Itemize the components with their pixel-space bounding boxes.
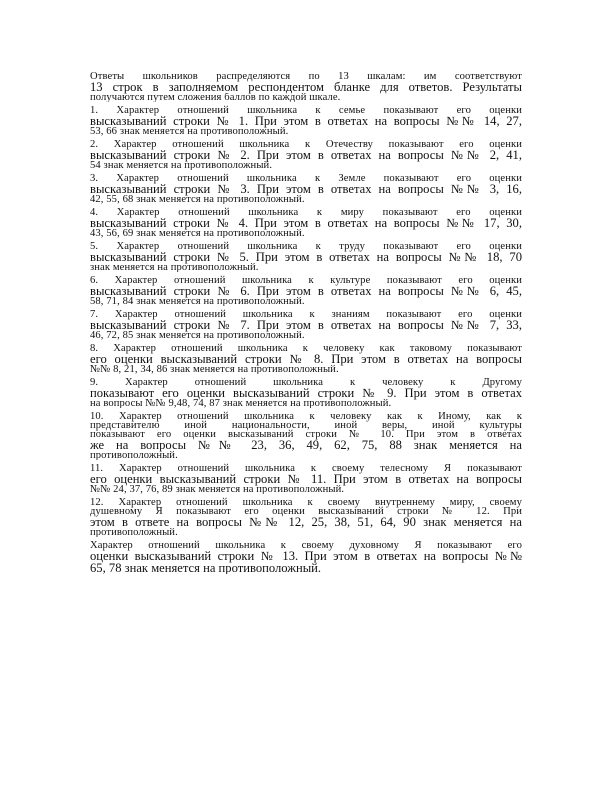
- text-line: 3. Характер отношений школьника к Земле показывают его оценки: [90, 173, 522, 184]
- text-line: показывают его оценки высказываний строки № 9. При этом в ответах: [90, 386, 522, 400]
- text-line: 5. Характер отношений школьника к труду показывают его оценки: [90, 241, 522, 252]
- paragraph-p4: [90, 208, 522, 238]
- text-line: 1. Характер отношений школьника к семье показывают его оценки: [90, 105, 522, 116]
- text-line: душевному Я показывают его оценки высказываний строки № 12. При: [90, 506, 522, 517]
- text-line: 11. Характер отношений школьника к своему телесному Я показывают: [90, 463, 522, 474]
- text-line: 8. Характер отношений школьника к человеку как таковому показывают: [90, 343, 522, 354]
- text-line: 46, 72, 85 знак меняется на противоположный.: [90, 331, 305, 340]
- paragraph-p3: [90, 174, 522, 204]
- text-line: 65, 78 знак меняется на противоположный.: [90, 562, 322, 574]
- text-line: высказываний строки № 5. При этом в ответах на вопросы №№ 18, 70: [90, 250, 522, 264]
- paragraph-p12: [90, 498, 522, 537]
- text-line: 6. Характер отношений школьника к культуре показывают его оценки: [90, 275, 522, 286]
- text-line: 13 строк в заполняемом респондентом бланке для ответов. Результаты: [90, 80, 522, 94]
- paragraph-p8: [90, 344, 522, 374]
- text-line: знак меняется на противоположный.: [90, 263, 259, 272]
- text-line: высказываний строки № 2. При этом в ответах на вопросы №№ 2, 41,: [90, 148, 522, 162]
- text-line: 2. Характер отношений школьника к Отечеству показывают его оценки: [90, 139, 522, 150]
- paragraph-p6: [90, 276, 522, 306]
- text-line: показывают его оценки высказываний строки № 10. При этом в ответах: [90, 429, 522, 440]
- paragraph-p11: [90, 464, 522, 494]
- paragraph-p1: [90, 106, 522, 136]
- text-line: высказываний строки № 1. При этом в ответах на вопросы №№ 14, 27,: [90, 114, 522, 128]
- text-line: 54 знак меняется на противоположный.: [90, 161, 273, 170]
- document-page: [90, 72, 522, 578]
- text-line: его оценки высказываний строки № 8. При этом в ответах на вопросы: [90, 352, 522, 366]
- text-line: 7. Характер отношений школьника к знаниям показывают его оценки: [90, 309, 522, 320]
- text-line: высказываний строки № 7. При этом в ответах на вопросы №№ 7, 33,: [90, 318, 522, 332]
- paragraph-p13: [90, 541, 522, 574]
- text-line: Ответы школьников распределяются по 13 шкалам: им соответствуют: [90, 71, 522, 82]
- text-line: Характер отношений школьника к своему духовному Я показывают его: [90, 540, 522, 551]
- text-line: же на вопросы №№ 23, 36, 49, 62, 75, 88 знак меняется на: [90, 438, 522, 452]
- paragraph-p9: [90, 378, 522, 408]
- text-line: высказываний строки № 6. При этом в ответах на вопросы №№ 6, 45,: [90, 284, 522, 298]
- text-line: №№ 24, 37, 76, 89 знак меняется на противоположный.: [90, 485, 345, 494]
- paragraph-p5: [90, 242, 522, 272]
- text-line: противоположный.: [90, 528, 178, 537]
- text-line: на вопросы №№ 9,48, 74, 87 знак меняется на противоположный.: [90, 399, 392, 408]
- text-line: его оценки высказываний строки № 11. При этом в ответах на вопросы: [90, 472, 522, 486]
- text-line: 43, 56, 69 знак меняется на противоположный.: [90, 229, 305, 238]
- text-line: противоположный.: [90, 451, 178, 460]
- text-line: 42, 55, 68 знак меняется на противоположный.: [90, 195, 305, 204]
- text-line: 12. Характер отношений школьника к своему внутреннему миру, своему: [90, 497, 522, 508]
- text-line: 4. Характер отношений школьника к миру показывают его оценки: [90, 207, 522, 218]
- text-line: этом в ответе на вопросы №№ 12, 25, 38, 51, 64, 90 знак меняется на: [90, 515, 522, 529]
- text-line: оценки высказываний строки № 13. При этом в ответах на вопросы №№: [90, 549, 522, 563]
- paragraph-intro: [90, 72, 522, 102]
- text-line: 10. Характер отношений школьника к человеку как к Иному, как к: [90, 411, 522, 422]
- text-line: представителю иной национальности, иной веры, иной культуры: [90, 420, 522, 431]
- text-line: 53, 66 знак меняется на противоположный.: [90, 127, 289, 136]
- text-line: 9. Характер отношений школьника к человеку к Другому: [90, 377, 522, 388]
- text-line: высказываний строки № 4. При этом в ответах на вопросы №№ 17, 30,: [90, 216, 522, 230]
- paragraph-p2: [90, 140, 522, 170]
- text-line: №№ 8, 21, 34, 86 знак меняется на противоположный.: [90, 365, 339, 374]
- text-line: высказываний строки № 3. При этом в ответах на вопросы №№ 3, 16,: [90, 182, 522, 196]
- paragraph-p10: [90, 412, 522, 460]
- text-line: получаются путем сложения баллов по каждой шкале.: [90, 93, 341, 102]
- text-line: 58, 71, 84 знак меняется на противоположный.: [90, 297, 305, 306]
- paragraph-p7: [90, 310, 522, 340]
